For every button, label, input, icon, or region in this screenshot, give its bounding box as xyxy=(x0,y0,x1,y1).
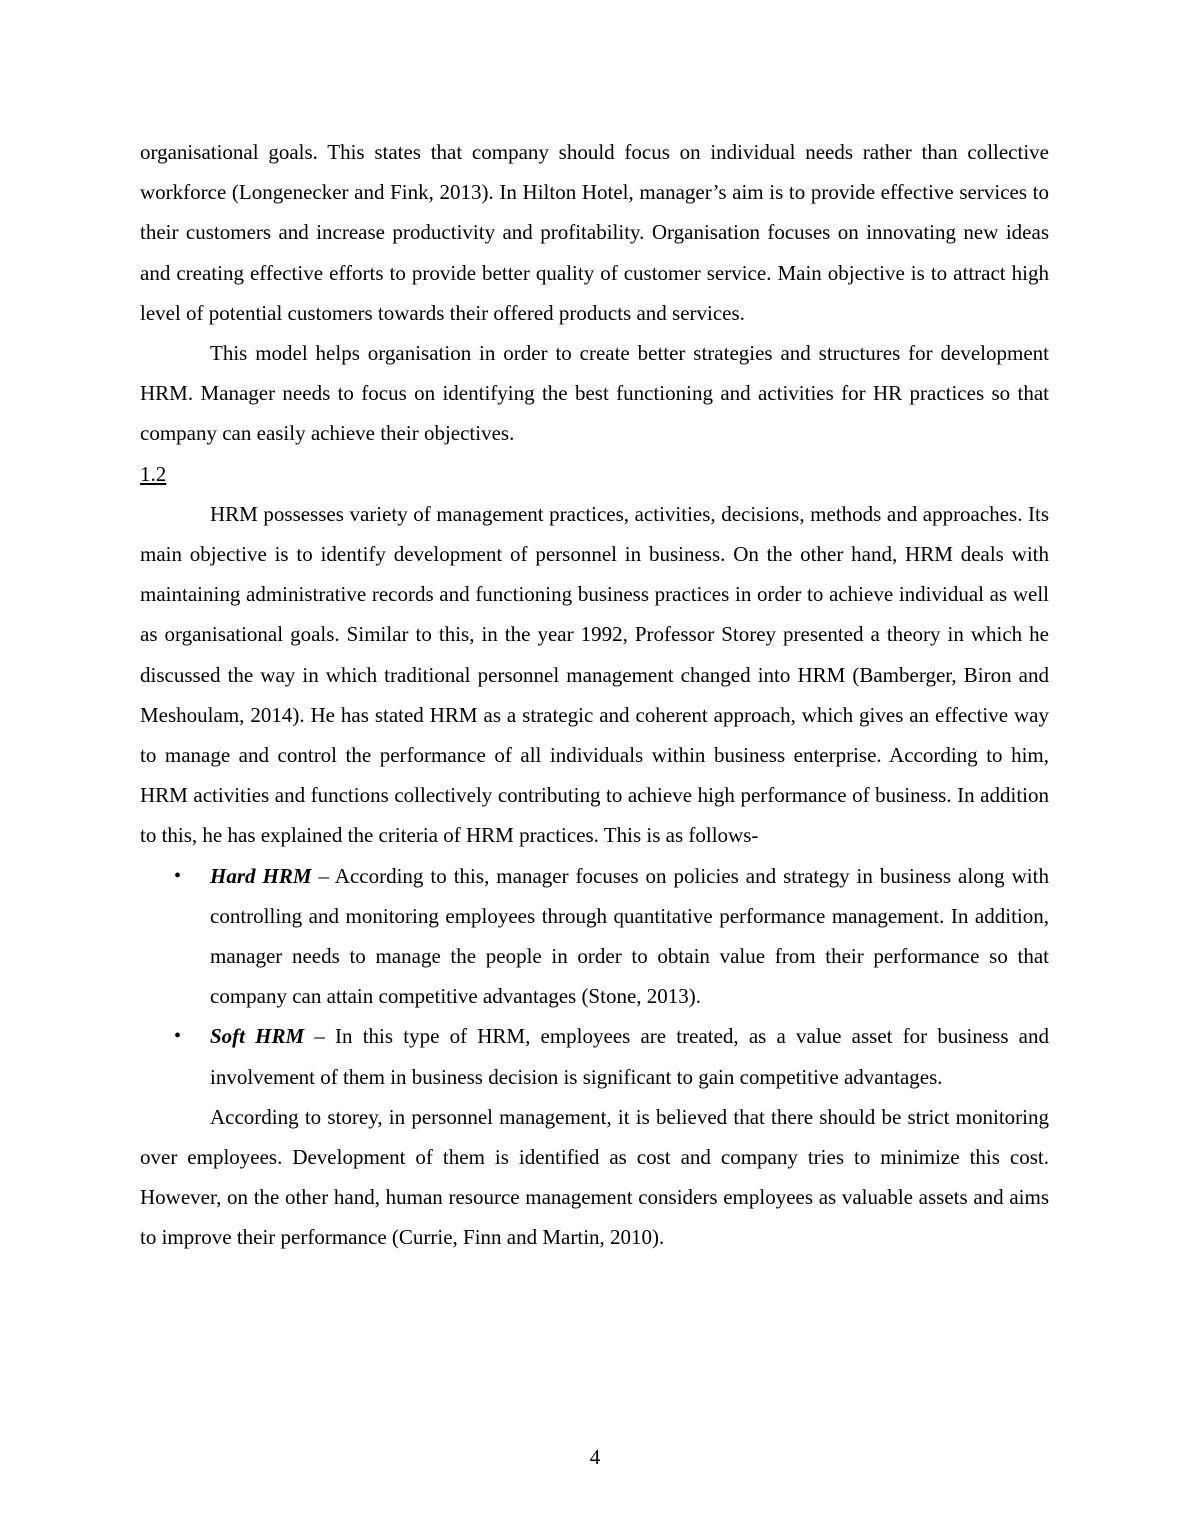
paragraph-storey: According to storey, in personnel management, it is believed that there should be strict monitoring over employees. Development of them is identified as cost and company tries to minimize this cost. However, on the other hand, human resource management considers employees as valuable assets and aims to improve their performance (Currie, Finn and Martin, 2010). xyxy=(140,1104,1049,1250)
list-item xyxy=(140,1016,1049,1096)
bullet-text: – In this type of HRM, employees are treated, as a value asset for business and involvement of them in business decision is significant to gain competitive advantages. xyxy=(210,1024,1049,1089)
paragraph-model: This model helps organisation in order to create better strategies and structures for development HRM. Manager needs to focus on identifying the best functioning and activities for HR practices so that company can easily achieve their objectives. xyxy=(140,341,1049,446)
page-number: 4 xyxy=(589,1445,601,1469)
bullet-term: Hard HRM xyxy=(210,863,312,888)
bullet-list xyxy=(140,856,1049,1097)
bullet-term: Soft HRM xyxy=(210,1024,305,1049)
bullet-text: – According to this, manager focuses on policies and strategy in business along with controlling and monitoring employees through quantitative performance management. In addition, manager needs to manage the people in order to obtain value from their performance so that company can attain competitive advantages (Stone, 2013). xyxy=(210,863,1049,1009)
section-heading: 1.2 xyxy=(140,461,167,486)
bullet-icon: • xyxy=(174,864,182,887)
body-text xyxy=(140,132,1049,1258)
paragraph-continuation: organisational goals. This states that company should focus on individual needs rather than collective workforce (Longenecker and Fink, 2013). In Hilton Hotel, manager’s aim is to provide effective services to their customers and increase productivity and profitability. Organisation focuses on innovating new ideas and creating effective efforts to provide better quality of customer service. Main objective is to attract high level of potential customers towards their offered products and services. xyxy=(140,140,1049,325)
bullet-icon: • xyxy=(174,1025,182,1048)
list-item xyxy=(140,856,1049,1017)
paragraph-hrm: HRM possesses variety of management practices, activities, decisions, methods and approaches. Its main objective is to identify development of personnel in business. On the other hand, HRM deals with maintaining administrative records and functioning business practices in order to achieve individual as well as organisational goals. Similar to this, in the year 1992, Professor Storey presented a theory in which he discussed the way in which traditional personnel management changed into HRM (Bamberger, Biron and Meshoulam, 2014). He has stated HRM as a strategic and coherent approach, which gives an effective way to manage and control the performance of all individuals within business enterprise. According to him, HRM activities and functions collectively contributing to achieve high performance of business. In addition to this, he has explained the criteria of HRM practices. This is as follows- xyxy=(140,501,1049,848)
